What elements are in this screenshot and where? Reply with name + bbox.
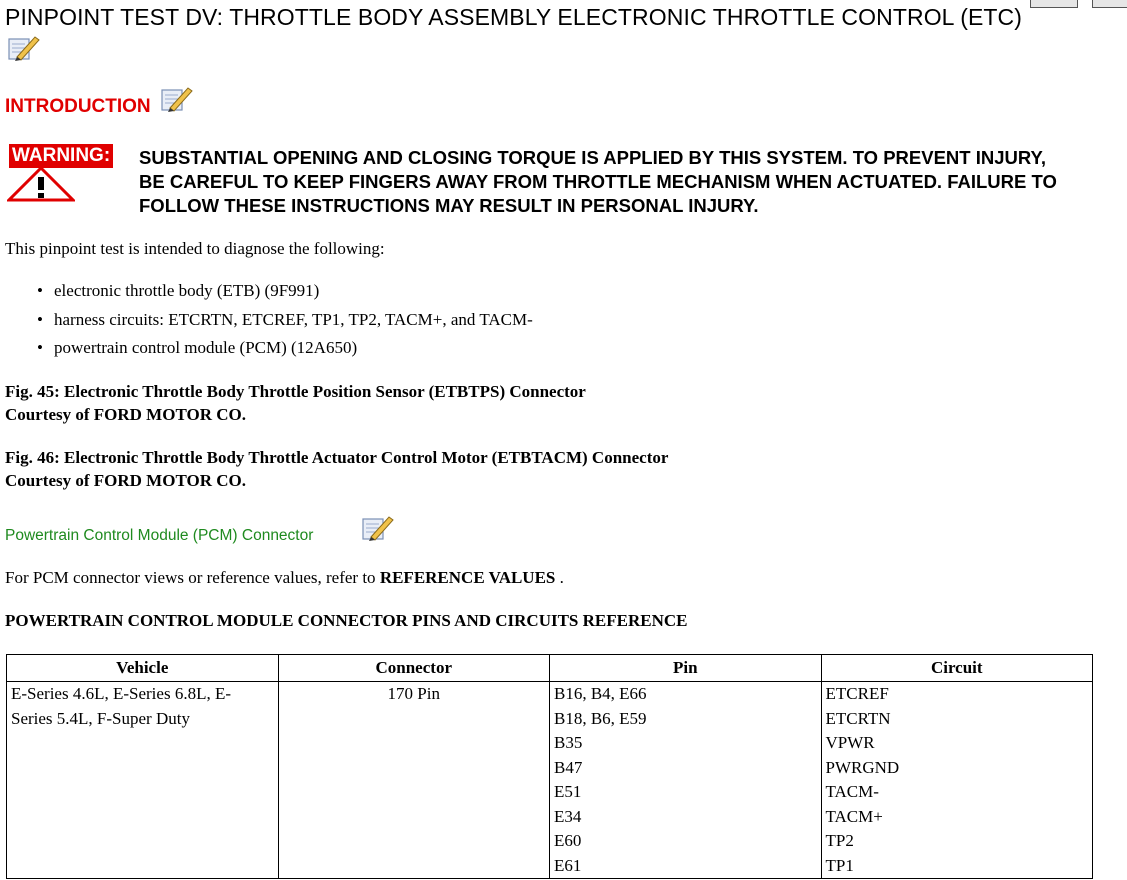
edit-note-icon[interactable]: [7, 33, 41, 63]
warning-text: [139, 146, 1127, 218]
introduction-heading: INTRODUCTION: [5, 96, 151, 117]
figure-courtesy: Courtesy of FORD MOTOR CO.: [5, 471, 246, 490]
pin-cell: [550, 682, 822, 879]
vehicle-cell: [7, 682, 279, 879]
warning-line: BE CAREFUL TO KEEP FINGERS AWAY FROM THROTTLE MECHANISM WHEN ACTUATED. FAILURE TO: [139, 171, 1057, 192]
pin-value: E60: [554, 831, 582, 850]
pcm-connector-heading: Powertrain Control Module (PCM) Connector: [5, 527, 314, 544]
list-item: • electronic throttle body (ETB) (9F991): [37, 277, 533, 306]
list-item: • powertrain control module (PCM) (12A650): [37, 334, 533, 363]
cell-text: E-Series 4.6L, E-Series 6.8L, E-: [11, 684, 231, 703]
circuit-value: TP1: [825, 855, 854, 875]
circuit-value: VPWR: [825, 733, 875, 752]
column-header-vehicle: Vehicle: [7, 655, 279, 682]
warning-triangle-icon: [7, 166, 75, 202]
reference-values-link[interactable]: REFERENCE VALUES: [379, 568, 556, 587]
warning-label: WARNING:: [9, 144, 113, 168]
figure-caption: [5, 446, 668, 492]
cell-text: 170 Pin: [387, 684, 440, 703]
toolbar-button[interactable]: [1092, 0, 1127, 8]
warning-line: FOLLOW THESE INSTRUCTIONS MAY RESULT IN PERSONAL INJURY.: [139, 195, 759, 216]
pin-value: B47: [554, 757, 583, 777]
pin-value: B16, B4, E66: [554, 684, 647, 703]
page-title: PINPOINT TEST DV: THROTTLE BODY ASSEMBLY ELECTRONIC THROTTLE CONTROL (ETC): [5, 4, 1023, 30]
column-header-pin: Pin: [550, 655, 822, 682]
figure-title: Fig. 45: Electronic Throttle Body Throttle Position Sensor (ETBTPS) Connector: [5, 382, 586, 401]
list-item: • harness circuits: ETCRTN, ETCREF, TP1, TP2, TACM+, and TACM-: [37, 306, 533, 335]
circuit-value: TACM+: [825, 806, 883, 826]
pin-value: E34: [554, 806, 582, 826]
column-header-connector: Connector: [278, 655, 550, 682]
toolbar-button[interactable]: [1030, 0, 1078, 8]
warning-line: SUBSTANTIAL OPENING AND CLOSING TORQUE IS APPLIED BY THIS SYSTEM. TO PREVENT INJURY,: [139, 147, 1046, 168]
circuit-value: TACM-: [825, 782, 879, 801]
paragraph-text: .: [555, 568, 564, 587]
table-header-row: [7, 655, 1093, 682]
pin-value: B18, B6, E59: [554, 708, 647, 728]
circuit-value: ETCRTN: [825, 708, 891, 728]
pin-value: B35: [554, 733, 583, 752]
table-row: [7, 682, 1093, 879]
figure-title: Fig. 46: Electronic Throttle Body Throttle Actuator Control Motor (ETBTACM) Connector: [5, 448, 669, 467]
pin-value: E51: [554, 782, 582, 801]
figure-caption: [5, 380, 586, 426]
edit-note-icon[interactable]: [160, 84, 194, 114]
circuit-value: PWRGND: [825, 757, 900, 777]
pcm-reference-paragraph: [5, 568, 564, 588]
circuit-value: ETCREF: [825, 684, 889, 703]
circuit-cell: [821, 682, 1093, 879]
intro-paragraph: This pinpoint test is intended to diagnose the following:: [5, 239, 385, 258]
cell-text: Series 5.4L, F-Super Duty: [11, 708, 190, 728]
pcm-pins-table: [6, 654, 1093, 879]
column-header-circuit: Circuit: [821, 655, 1093, 682]
edit-note-icon[interactable]: [361, 513, 395, 543]
pin-value: E61: [554, 855, 582, 875]
table-title: POWERTRAIN CONTROL MODULE CONNECTOR PINS AND CIRCUITS REFERENCE: [5, 611, 688, 630]
diagnosis-list: [37, 277, 533, 363]
connector-cell: [278, 682, 550, 879]
circuit-value: TP2: [825, 831, 854, 850]
figure-courtesy: Courtesy of FORD MOTOR CO.: [5, 405, 246, 424]
paragraph-text: For PCM connector views or reference values, refer to: [5, 568, 380, 587]
